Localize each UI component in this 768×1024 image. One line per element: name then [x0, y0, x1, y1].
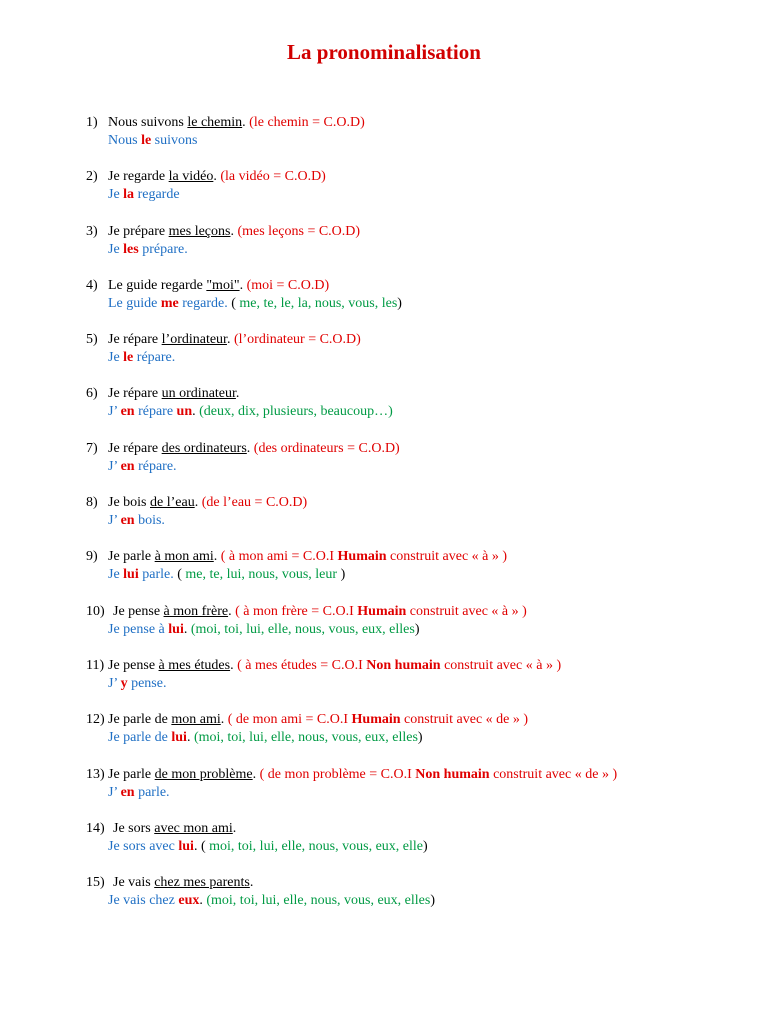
- grammar-note: ( à mon frère = C.O.I: [235, 603, 358, 619]
- sentence-text: .: [235, 386, 240, 402]
- example-sentence: [113, 819, 236, 839]
- underlined-complement: chez mes parents: [154, 875, 250, 891]
- list-item: [0, 167, 768, 221]
- sentence-text: (: [173, 567, 186, 583]
- pronoun-list: (moi, toi, lui, elle, nous, vous, eux, elles: [206, 893, 431, 909]
- item-number: 7): [86, 440, 98, 456]
- sentence-text: (: [227, 295, 240, 311]
- underlined-complement: "moi": [206, 277, 240, 293]
- example-sentence: [108, 167, 326, 187]
- pronominalized-answer: [108, 565, 345, 585]
- underlined-complement: le chemin: [187, 115, 243, 130]
- list-item: [0, 710, 768, 764]
- sentence-text: . (: [193, 838, 210, 854]
- pronoun-list: me, te, lui, nous, vous, leur: [185, 567, 338, 583]
- grammar-note: construit avec « à » ): [406, 603, 527, 619]
- sentence-text: Je bois: [108, 495, 150, 511]
- pronoun-highlight: eux: [178, 893, 200, 909]
- item-number: 11): [86, 657, 105, 673]
- answer-text: parle.: [134, 784, 170, 800]
- grammar-note: (moi = C.O.D): [246, 277, 330, 293]
- grammar-note: ( à mon ami = C.O.I: [220, 549, 338, 565]
- pronoun-highlight: Non humain: [415, 766, 490, 782]
- underlined-complement: de mon problème: [154, 766, 253, 782]
- answer-text: Je sors avec: [108, 838, 179, 854]
- pronominalized-answer: [108, 348, 175, 368]
- item-number: 9): [86, 549, 98, 565]
- answer-text: suivons: [151, 133, 198, 148]
- answer-text: prépare.: [138, 241, 188, 257]
- underlined-complement: à mes études: [158, 657, 231, 673]
- sentence-text: .: [183, 621, 191, 637]
- list-item: [0, 493, 768, 547]
- answer-text: Nous: [108, 133, 142, 148]
- sentence-text: ): [430, 893, 436, 909]
- grammar-note: construit avec « à » ): [386, 549, 508, 565]
- grammar-note: construit avec « de » ): [400, 712, 529, 728]
- answer-text: Je parle de: [108, 730, 172, 746]
- sentence-text: ): [417, 730, 423, 746]
- pronoun-highlight: lui: [171, 730, 187, 746]
- underlined-complement: à mon frère: [163, 603, 229, 619]
- pronominalized-answer: [108, 131, 197, 151]
- pronoun-list: (deux, dix, plusieurs, beaucoup…): [199, 404, 393, 420]
- list-item: [0, 547, 768, 601]
- list-item: [0, 656, 768, 710]
- sentence-text: .: [242, 115, 250, 130]
- pronoun-highlight: Humain: [337, 549, 387, 565]
- pronoun-list: (moi, toi, lui, elle, nous, vous, eux, elles: [190, 621, 415, 637]
- example-sentence: [108, 493, 307, 513]
- example-sentence: [108, 547, 507, 567]
- answer-text: Je vais chez: [108, 893, 179, 909]
- pronominalized-answer: [108, 620, 420, 640]
- underlined-complement: mes leçons: [168, 223, 231, 239]
- item-number: 1): [86, 115, 98, 130]
- underlined-complement: l’ordinateur: [161, 332, 227, 348]
- sentence-text: .: [199, 893, 207, 909]
- answer-text: Je: [108, 567, 124, 583]
- pronoun-highlight: Humain: [357, 603, 407, 619]
- sentence-text: Je prépare: [108, 223, 169, 239]
- pronoun-highlight: Humain: [351, 712, 401, 728]
- example-sentence: [108, 113, 365, 133]
- item-number: 10): [86, 603, 105, 619]
- item-number: 15): [86, 875, 105, 891]
- answer-text: bois.: [134, 513, 165, 529]
- list-item: [0, 113, 768, 167]
- item-number: 4): [86, 277, 98, 293]
- pronoun-highlight: en: [120, 513, 135, 529]
- pronoun-highlight: un: [176, 404, 193, 420]
- grammar-note: ( de mon ami = C.O.I: [227, 712, 352, 728]
- pronominalized-answer: [108, 402, 393, 422]
- answer-text: Le guide: [108, 295, 161, 311]
- list-item: [0, 602, 768, 656]
- item-number: 3): [86, 223, 98, 239]
- sentence-text: Le guide regarde: [108, 277, 207, 293]
- example-sentence: [108, 222, 360, 242]
- underlined-complement: avec mon ami: [154, 820, 233, 836]
- pronoun-list: (moi, toi, lui, elle, nous, vous, eux, elles: [193, 730, 418, 746]
- answer-text: Je: [108, 241, 124, 257]
- item-number: 12): [86, 712, 105, 728]
- pronoun-highlight: le: [123, 350, 134, 366]
- list-item: [0, 222, 768, 276]
- sentence-text: Nous suivons: [108, 115, 188, 130]
- sentence-text: .: [228, 603, 236, 619]
- sentence-text: .: [249, 875, 254, 891]
- sentence-text: Je pense: [108, 657, 159, 673]
- grammar-note: (des ordinateurs = C.O.D): [253, 440, 400, 456]
- answer-text: pense.: [127, 675, 167, 691]
- sentence-text: .: [194, 495, 202, 511]
- pronoun-highlight: Non humain: [366, 657, 441, 673]
- grammar-note: ( à mes études = C.O.I: [237, 657, 367, 673]
- underlined-complement: à mon ami: [154, 549, 214, 565]
- item-number: 8): [86, 495, 98, 511]
- pronominalized-answer: [108, 457, 177, 477]
- pronominalized-answer: [108, 891, 435, 911]
- pronominalized-answer: [108, 294, 402, 314]
- exercise-list: [0, 113, 768, 927]
- example-sentence: [113, 873, 253, 893]
- sentence-text: .: [230, 657, 238, 673]
- answer-text: répare.: [133, 350, 176, 366]
- pronoun-highlight: lui: [168, 621, 184, 637]
- answer-text: Je: [108, 187, 124, 203]
- sentence-text: ): [397, 295, 402, 311]
- answer-text: J’: [108, 458, 121, 474]
- sentence-text: Je pense: [113, 603, 164, 619]
- pronominalized-answer: [108, 511, 165, 531]
- pronominalized-answer: [108, 728, 423, 748]
- grammar-note: (de l’eau = C.O.D): [201, 495, 308, 511]
- underlined-complement: mon ami: [171, 712, 221, 728]
- pronoun-highlight: lui: [178, 838, 194, 854]
- list-item: [0, 873, 768, 927]
- list-item: [0, 439, 768, 493]
- sentence-text: Je parle: [108, 549, 155, 565]
- answer-text: Je: [108, 350, 124, 366]
- pronominalized-answer: [108, 837, 428, 857]
- answer-text: J’: [108, 675, 121, 691]
- sentence-text: Je répare: [108, 332, 162, 348]
- answer-text: répare.: [134, 458, 177, 474]
- grammar-note: (mes leçons = C.O.D): [237, 223, 361, 239]
- page-title: La pronominalisation: [287, 40, 481, 64]
- list-item: [0, 276, 768, 330]
- sentence-text: .: [186, 730, 194, 746]
- underlined-complement: des ordinateurs: [161, 440, 247, 456]
- pronoun-highlight: la: [123, 187, 135, 203]
- sentence-text: .: [226, 332, 234, 348]
- pronominalized-answer: [108, 240, 188, 260]
- item-number: 5): [86, 332, 98, 348]
- example-sentence: [108, 384, 239, 404]
- example-sentence: [108, 276, 329, 296]
- sentence-text: .: [213, 169, 221, 185]
- sentence-text: Je répare: [108, 386, 162, 402]
- sentence-text: ): [414, 621, 420, 637]
- underlined-complement: la vidéo: [168, 169, 214, 185]
- pronoun-highlight: lui: [123, 567, 139, 583]
- example-sentence: [108, 330, 361, 350]
- sentence-text: Je parle de: [108, 712, 172, 728]
- pronominalized-answer: [108, 783, 170, 803]
- example-sentence: [108, 656, 561, 676]
- answer-text: regarde: [134, 187, 180, 203]
- sentence-text: .: [220, 712, 228, 728]
- pronoun-highlight: en: [120, 784, 135, 800]
- sentence-text: .: [246, 440, 254, 456]
- sentence-text: .: [192, 404, 200, 420]
- sentence-text: Je sors: [113, 820, 155, 836]
- pronoun-highlight: en: [120, 458, 135, 474]
- pronominalized-answer: [108, 674, 166, 694]
- example-sentence: [108, 765, 617, 785]
- item-number: 2): [86, 169, 98, 185]
- answer-text: répare: [134, 404, 177, 420]
- answer-text: Je pense à: [108, 621, 169, 637]
- answer-text: J’: [108, 784, 121, 800]
- sentence-text: Je vais: [113, 875, 155, 891]
- grammar-note: (la vidéo = C.O.D): [220, 169, 326, 185]
- sentence-text: .: [239, 277, 247, 293]
- pronominalized-answer: [108, 185, 180, 205]
- sentence-text: ): [337, 567, 346, 583]
- answer-text: regarde.: [178, 295, 228, 311]
- pronoun-highlight: y: [120, 675, 128, 691]
- answer-text: J’: [108, 404, 121, 420]
- list-item: [0, 384, 768, 438]
- sentence-text: .: [213, 549, 221, 565]
- item-number: 13): [86, 766, 105, 782]
- grammar-note: construit avec « à » ): [440, 657, 562, 673]
- pronoun-list: me, te, le, la, nous, vous, les: [239, 295, 398, 311]
- grammar-note: (le chemin = C.O.D): [249, 115, 365, 130]
- grammar-note: construit avec « de » ): [489, 766, 618, 782]
- sentence-text: Je parle: [108, 766, 155, 782]
- answer-text: parle.: [138, 567, 174, 583]
- list-item: [0, 765, 768, 819]
- underlined-complement: un ordinateur: [161, 386, 236, 402]
- sentence-text: Je regarde: [108, 169, 169, 185]
- pronoun-highlight: me: [160, 295, 179, 311]
- example-sentence: [108, 439, 400, 459]
- sentence-text: .: [232, 820, 237, 836]
- grammar-note: ( de mon problème = C.O.I: [259, 766, 416, 782]
- example-sentence: [108, 710, 528, 730]
- example-sentence: [113, 602, 527, 622]
- item-number: 14): [86, 820, 105, 836]
- list-item: [0, 819, 768, 873]
- list-item: [0, 330, 768, 384]
- pronoun-highlight: le: [141, 133, 152, 148]
- pronoun-highlight: en: [120, 404, 135, 420]
- sentence-text: .: [230, 223, 238, 239]
- sentence-text: ): [423, 838, 428, 854]
- answer-text: J’: [108, 513, 121, 529]
- item-number: 6): [86, 386, 98, 402]
- pronoun-list: moi, toi, lui, elle, nous, vous, eux, elle: [209, 838, 423, 854]
- underlined-complement: de l’eau: [150, 495, 195, 511]
- pronoun-highlight: les: [123, 241, 139, 257]
- sentence-text: Je répare: [108, 440, 162, 456]
- sentence-text: .: [252, 766, 260, 782]
- grammar-note: (l’ordinateur = C.O.D): [233, 332, 361, 348]
